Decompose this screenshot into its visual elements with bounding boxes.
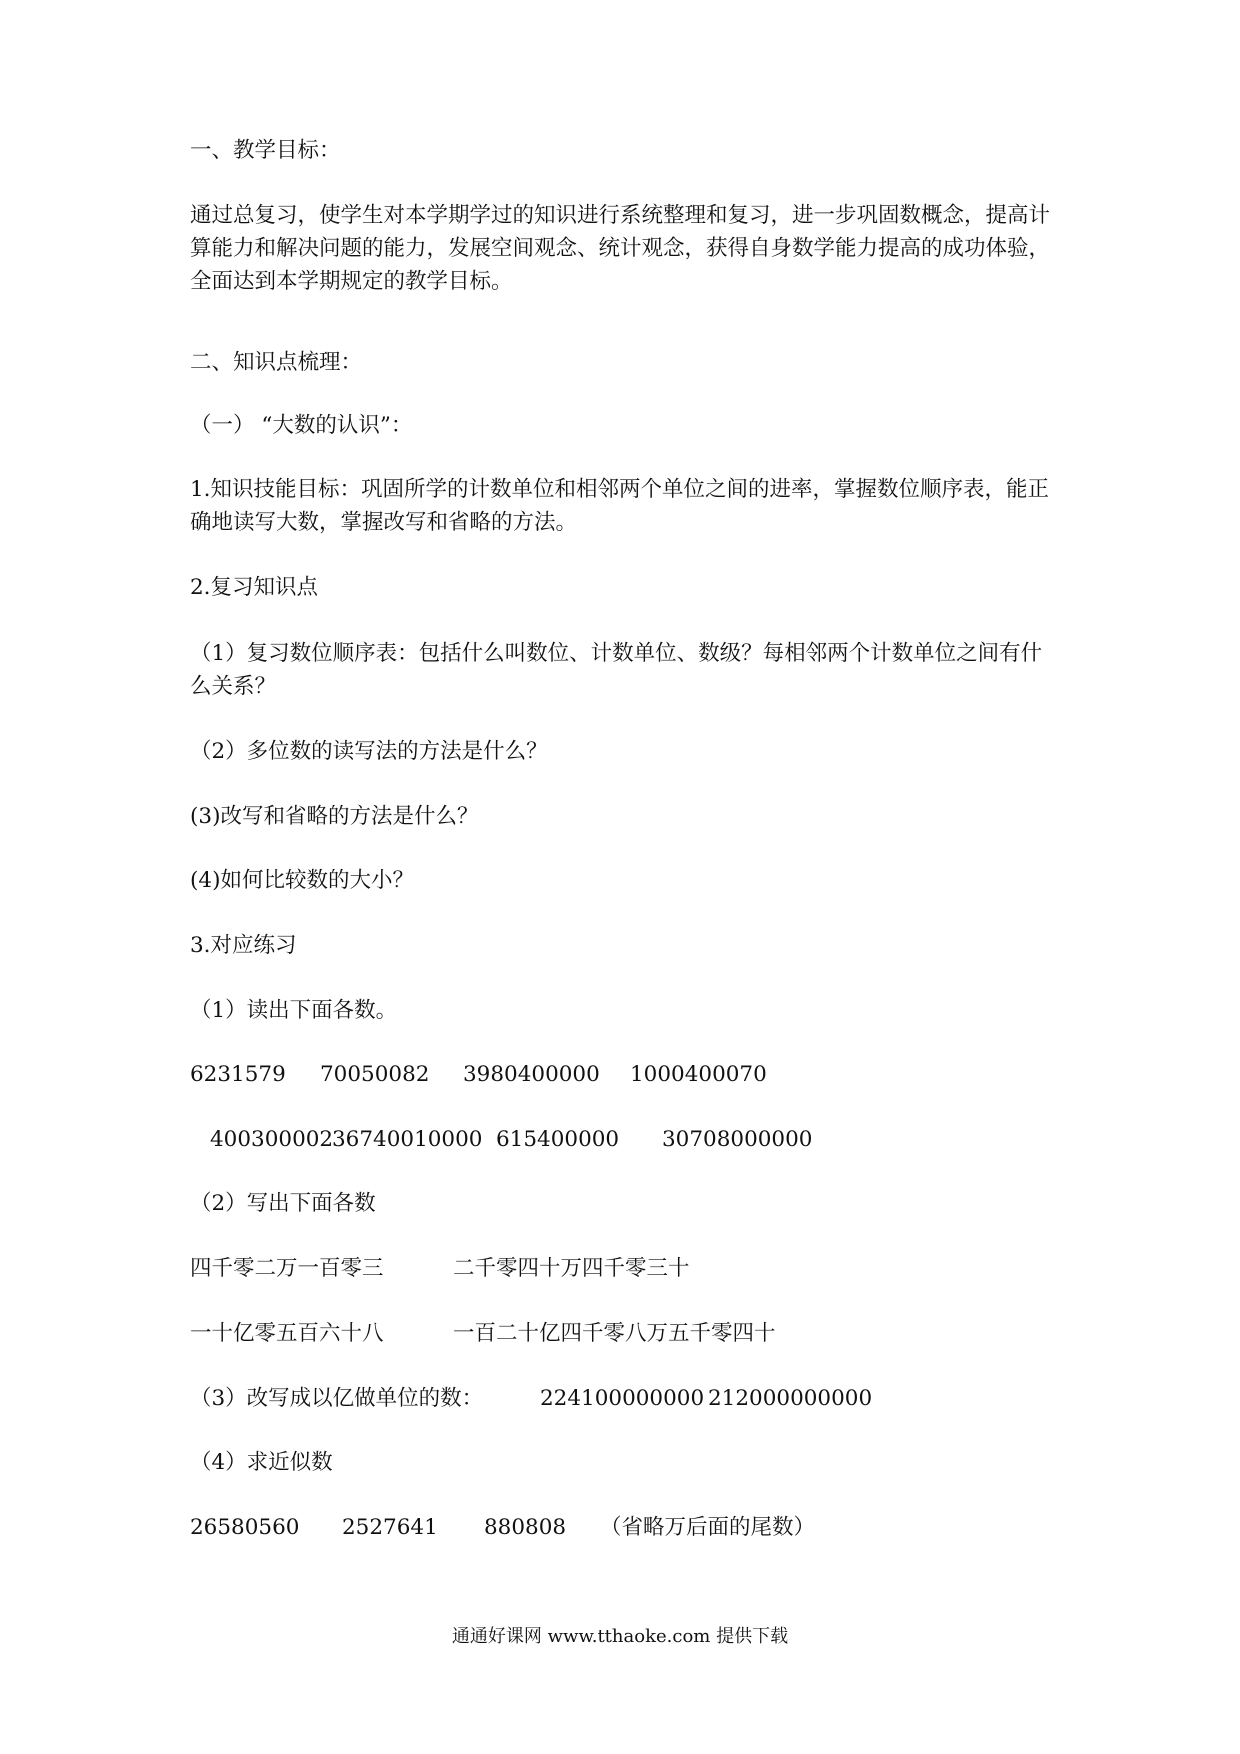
exercise-3-label: （3）改写成以亿做单位的数： bbox=[190, 1386, 484, 1411]
exercise-1-row-2 bbox=[190, 1123, 1090, 1156]
skill-goal-line: 确地读写大数，掌握改写和省略的方法。 bbox=[190, 510, 578, 535]
exercise-4-title: （4）求近似数 bbox=[190, 1450, 333, 1475]
exercise-1-title: （1）读出下面各数。 bbox=[190, 998, 398, 1023]
number-item: 212000000000 bbox=[708, 1386, 873, 1411]
number-item: 224100000000 bbox=[540, 1386, 705, 1411]
skill-goal-paragraph bbox=[190, 473, 1060, 539]
exercise-2-row-1 bbox=[190, 1252, 1090, 1285]
exercise-2-title: （2）写出下面各数 bbox=[190, 1191, 376, 1216]
exercise-2-row-2 bbox=[190, 1317, 1090, 1350]
number-item: 70050082 bbox=[320, 1062, 430, 1087]
number-item: 615400000 bbox=[496, 1127, 620, 1152]
chinese-number-item: 二千零四十万四千零三十 bbox=[453, 1256, 690, 1281]
knowledge-heading: 二、知识点梳理： bbox=[190, 350, 363, 375]
chinese-number-item: 四千零二万一百零三 bbox=[190, 1256, 384, 1281]
exercise-3-row bbox=[190, 1382, 1090, 1415]
review-item-1 bbox=[190, 637, 1060, 703]
review-item-1-line: （1）复习数位顺序表：包括什么叫数位、计数单位、数级？每相邻两个计数单位之间有什 bbox=[190, 641, 1043, 666]
objectives-line: 算能力和解决问题的能力，发展空间观念、统计观念，获得自身数学能力提高的成功体验， bbox=[190, 236, 1051, 261]
number-item: 6231579 bbox=[190, 1062, 286, 1087]
exercises-title: 3.对应练习 bbox=[190, 933, 297, 958]
number-item: 400300002 bbox=[210, 1127, 334, 1152]
review-item-3: (3)改写和省略的方法是什么？ bbox=[190, 804, 479, 829]
section-title: （一） “大数的认识”： bbox=[190, 413, 413, 438]
exercise-1-row-1 bbox=[190, 1058, 1090, 1091]
number-item: 3980400000 bbox=[463, 1062, 600, 1087]
number-item: 2527641 bbox=[342, 1515, 438, 1540]
number-item: 26580560 bbox=[190, 1515, 300, 1540]
number-item: 30708000000 bbox=[662, 1127, 813, 1152]
review-item-2: （2）多位数的读写法的方法是什么？ bbox=[190, 739, 548, 764]
skill-goal-line: 1.知识技能目标：巩固所学的计数单位和相邻两个单位之间的进率，掌握数位顺序表，能正 bbox=[190, 477, 1050, 502]
review-item-4: (4)如何比较数的大小？ bbox=[190, 868, 414, 893]
number-item: 1000400070 bbox=[630, 1062, 767, 1087]
number-item: 36740010000 bbox=[332, 1127, 483, 1152]
exercise-4-note: （省略万后面的尾数） bbox=[600, 1515, 816, 1540]
objectives-line: 全面达到本学期规定的教学目标。 bbox=[190, 269, 513, 294]
exercise-4-row bbox=[190, 1511, 1090, 1544]
objectives-line: 通过总复习，使学生对本学期学过的知识进行系统整理和复习，进一步巩固数概念，提高计 bbox=[190, 203, 1051, 228]
page-footer: 通通好课网 www.tthaoke.com 提供下载 bbox=[451, 1626, 789, 1647]
chinese-number-item: 一百二十亿四千零八万五千零四十 bbox=[453, 1321, 776, 1346]
review-title: 2.复习知识点 bbox=[190, 575, 319, 600]
objectives-paragraph bbox=[190, 199, 1060, 298]
number-item: 880808 bbox=[484, 1515, 567, 1540]
chinese-number-item: 一十亿零五百六十八 bbox=[190, 1321, 384, 1346]
review-item-1-line: 么关系？ bbox=[190, 674, 277, 699]
objectives-heading: 一、教学目标： bbox=[190, 138, 341, 163]
